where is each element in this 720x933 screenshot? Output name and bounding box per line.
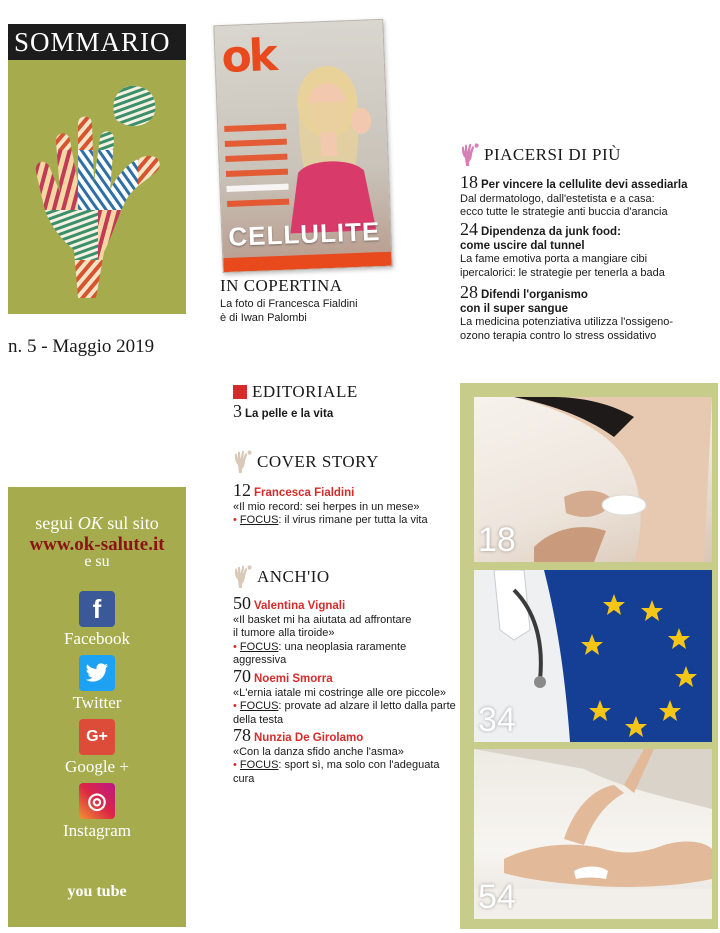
piacersi-heading: PIACERSI DI PIÙ [460, 143, 621, 167]
editoriale-heading: EDITORIALE [233, 382, 358, 402]
instagram-icon: ◎ [79, 783, 115, 819]
cover-title: CELLULITE [227, 216, 381, 252]
woman-lying-photo[interactable] [474, 749, 712, 919]
page-number-label: 34 [478, 701, 516, 739]
youtube-link[interactable]: you tube [67, 883, 127, 900]
editoriale-entry[interactable]: 3 La pelle e la vita [233, 401, 334, 421]
social-facebook[interactable] [8, 591, 186, 649]
facebook-icon: f [79, 591, 115, 627]
google-plus-icon: G+ [79, 719, 115, 755]
social-google-plus[interactable] [8, 719, 186, 777]
social-label: Instagram [63, 821, 131, 840]
ok-hand-icon [8, 60, 186, 314]
social-instagram[interactable] [8, 783, 186, 841]
cover-caption: La foto di Francesca Fialdini è di Iwan Palombi [220, 298, 358, 324]
and-on-label: e su [84, 553, 110, 570]
magazine-cover [213, 19, 392, 273]
cellulite-cream-photo[interactable] [474, 397, 712, 562]
cover-woman-illustration [274, 60, 380, 234]
social-label: Facebook [63, 629, 131, 648]
anchio-heading: ANCH'IO [233, 565, 330, 589]
anchio-entry-70[interactable]: 70 Noemi Smorra «L'ernia iatale mi costringe alle ore piccole» • FOCUS: provate ad alzare il letto dalla parte della testa [233, 666, 456, 726]
social-panel [8, 487, 186, 927]
piacersi-entry-18[interactable]: 18 Per vincere la cellulite devi assediarla Dal dermatologo, dall'estetista e a casa: ecco tutte le strategie anti buccia d'arancia [460, 172, 688, 218]
cover-story-heading: COVER STORY [233, 450, 379, 474]
page-number-label: 18 [478, 521, 516, 559]
page-number-label: 54 [478, 878, 516, 916]
cover-headlines [224, 124, 289, 216]
photo-column [460, 383, 718, 929]
sommario-heading: SOMMARIO [8, 24, 186, 60]
social-twitter[interactable] [8, 655, 186, 713]
hand-icon [233, 450, 253, 474]
red-square-icon [233, 385, 247, 399]
piacersi-entry-28[interactable]: 28 Difendi l'organismo con il super sangue La medicina potenziativa utilizza l'ossigeno- ozono terapia contro lo stress ossidativo [460, 282, 674, 342]
pink-hand-icon [460, 143, 480, 167]
issue-number: n. 5 - Maggio 2019 [8, 336, 155, 357]
cover-strip [223, 252, 391, 272]
ok-hand-illustration [8, 60, 186, 314]
cover-story-entry[interactable]: 12 Francesca Fialdini «Il mio record: sei herpes in un mese» • FOCUS: il virus rimane per tutta la vita [233, 480, 428, 526]
anchio-entry-78[interactable]: 78 Nunzia De Girolamo «Con la danza sfido anche l'asma» • FOCUS: sport sì, ma solo con l'adeguata cura [233, 725, 440, 785]
hand-icon [233, 565, 253, 589]
cover-logo: ok [220, 30, 276, 84]
doctor-eu-flag-photo[interactable] [474, 570, 712, 742]
anchio-entry-50[interactable]: 50 Valentina Vignali «Il basket mi ha aiutata ad affrontare il tumore alla tiroide» • FOCUS: una neoplasia raramente aggressiva [233, 593, 412, 666]
in-copertina-heading: IN COPERTINA [220, 276, 343, 295]
piacersi-entry-24[interactable]: 24 Dipendenza da junk food: come uscire dal tunnel La fame emotiva porta a mangiare cibi ipercalorici: le strategie per tenerla a bada [460, 219, 665, 279]
social-label: Google + [65, 757, 129, 776]
follow-line: segui OK sul sito [35, 513, 159, 533]
social-label: Twitter [72, 693, 122, 712]
twitter-icon [79, 655, 115, 691]
site-link[interactable]: www.ok-salute.it [29, 534, 165, 555]
